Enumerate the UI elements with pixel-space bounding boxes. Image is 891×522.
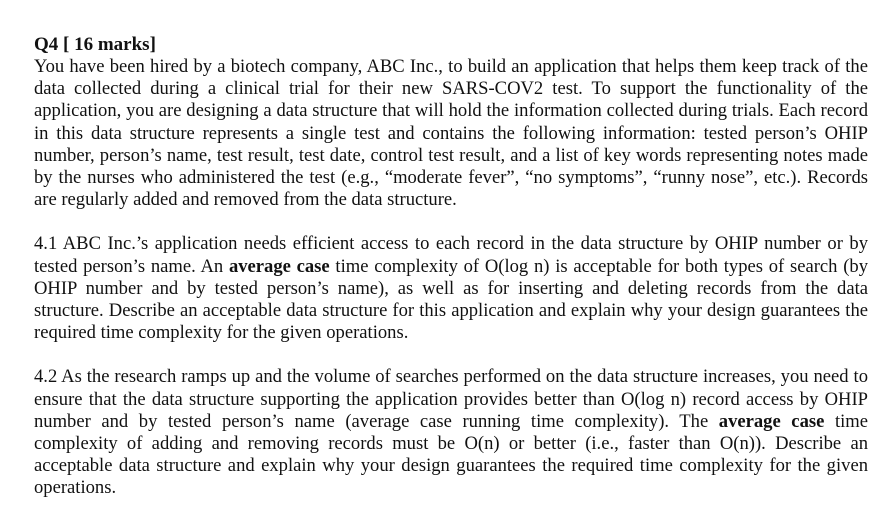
- question-intro: You have been hired by a biotech company, ABC Inc., to build an application that helps them keep track of the data collected during a clinical trial for their new SARS-COV2 test. To support the functionality of the application, you are designing a data structure that will hold the information collected during trials. Each record in this data structure represents a single test and contains the following information: tested person’s OHIP number, person’s name, test result, test date, control test result, and a list of key words representing notes made by the nurses who administered the test (e.g., “moderate fever”, “no symptoms”, “runny nose”, etc.). Records are regularly added and removed from the data structure.: [34, 56, 868, 211]
- part-4-1: [34, 233, 868, 344]
- part-4-2: [34, 366, 868, 499]
- part-4-1-text-before: 4.1 ABC Inc.’s application needs efficient access to each record in the data structure by OHIP number or by tested person’s name. An: [34, 233, 868, 277]
- part-4-2-text-before: 4.2 As the research ramps up and the volume of searches performed on the data structure increases, you need to ensure that the data structure supporting the application provides better than O(log n) record access by OHIP number and by tested person’s name (average case running time complexity). The: [34, 366, 868, 432]
- part-4-1-text-after: time complexity of O(log n) is acceptable for both types of search (by OHIP number and by tested person’s name), as well as for inserting and deleting records from the data structure. Describe an acceptable data structure for this application and explain why your design guarantees the required time complexity for the given operations.: [34, 255, 868, 344]
- question-page: [34, 34, 868, 500]
- question-title: Q4 [ 16 marks]: [34, 34, 156, 55]
- part-4-2-text-after: time complexity of adding and removing records must be O(n) or better (i.e., faster than O(n)). Describe an acceptable data structure and explain why your design guarantees the required time complexity for the given operations.: [34, 410, 868, 499]
- part-4-2-emphasis: average case: [718, 410, 825, 432]
- part-4-1-emphasis: average case: [228, 255, 330, 277]
